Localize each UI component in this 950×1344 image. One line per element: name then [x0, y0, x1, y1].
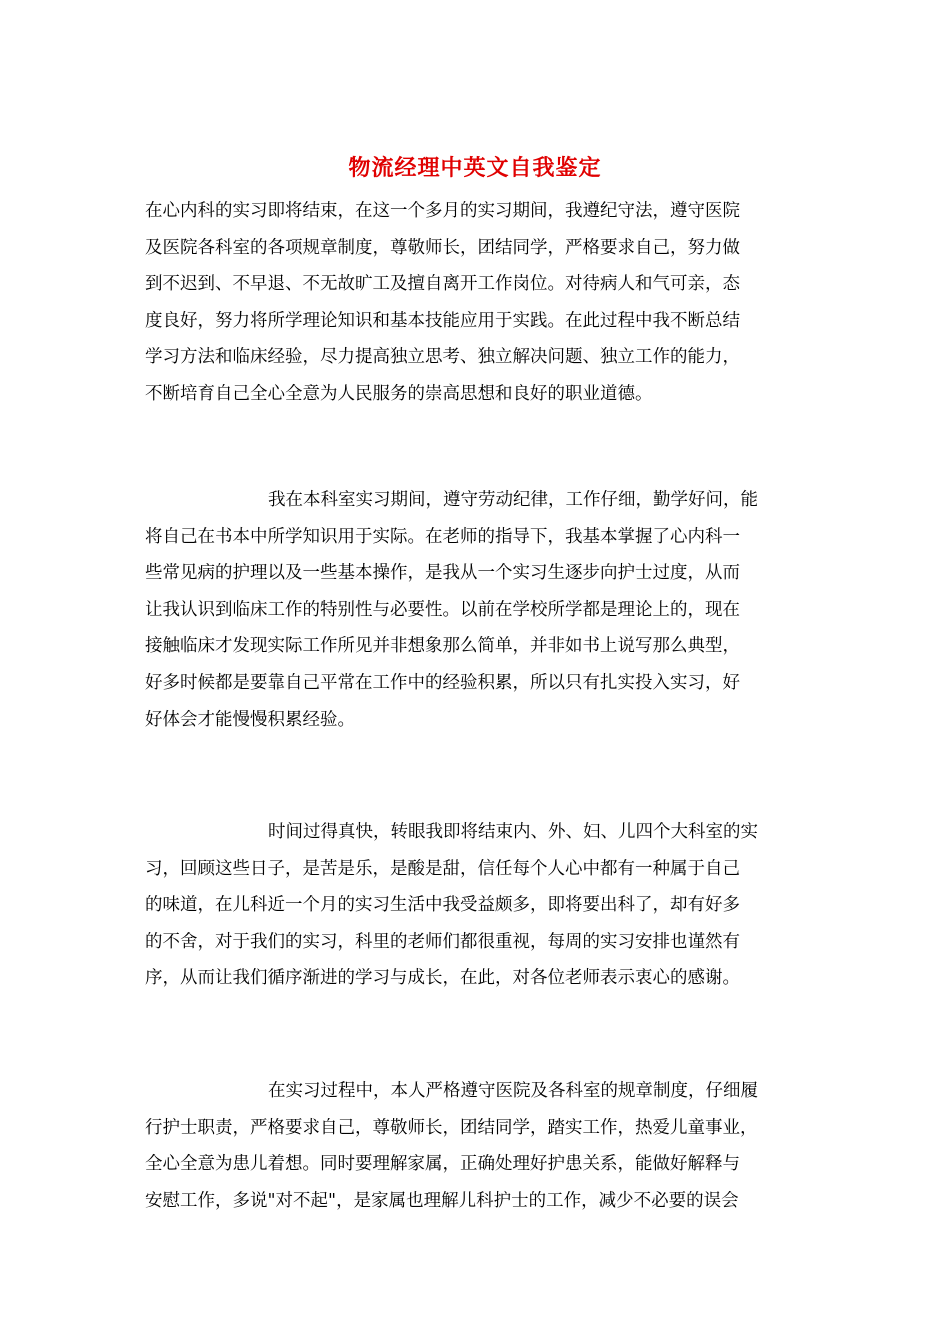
paragraph-line: 时间过得真快，转眼我即将结束内、外、妇、儿四个大科室的实 [268, 822, 758, 842]
paragraph-4 [145, 1073, 805, 1219]
paragraph-line: 安慰工作，多说"对不起"，是家属也理解儿科护士的工作，减少不必要的误会 [145, 1190, 739, 1211]
paragraph-line: 在实习过程中，本人严格遵守医院及各科室的规章制度，仔细履 [268, 1081, 758, 1101]
document-title: 物流经理中英文自我鉴定 [348, 155, 602, 181]
paragraph-line: 序，从而让我们循序渐进的学习与成长，在此，对各位老师表示衷心的感谢。 [145, 968, 740, 989]
paragraph-line: 在心内科的实习即将结束，在这一个多月的实习期间，我遵纪守法，遵守医院 [145, 201, 740, 221]
paragraph-line: 好体会才能慢慢积累经验。 [145, 709, 355, 730]
paragraph-line: 将自己在书本中所学知识用于实际。在老师的指导下，我基本掌握了心内科一 [145, 526, 740, 547]
paragraph-line: 让我认识到临床工作的特别性与必要性。以前在学校所学都是理论上的，现在 [145, 599, 740, 620]
paragraph-line: 的味道，在儿科近一个月的实习生活中我受益颇多，即将要出科了，却有好多 [145, 895, 740, 916]
paragraph-line: 我在本科室实习期间，遵守劳动纪律，工作仔细，勤学好问，能 [268, 490, 758, 510]
paragraph-line: 习，回顾这些日子，是苦是乐，是酸是甜，信任每个人心中都有一种属于自己 [145, 858, 740, 879]
paragraph-1 [145, 193, 805, 413]
paragraph-line: 好多时候都是要靠自己平常在工作中的经验积累，所以只有扎实投入实习，好 [145, 672, 740, 693]
paragraph-line: 不断培育自己全心全意为人民服务的崇高思想和良好的职业道德。 [145, 383, 653, 404]
paragraph-line: 度良好，努力将所学理论知识和基本技能应用于实践。在此过程中我不断总结 [145, 310, 740, 331]
paragraph-line: 到不迟到、不早退、不无故旷工及擅自离开工作岗位。对待病人和气可亲，态 [145, 274, 740, 295]
paragraph-line: 行护士职责，严格要求自己，尊敬师长，团结同学，踏实工作，热爱儿童事业， [145, 1117, 758, 1138]
paragraph-line: 的不舍，对于我们的实习，科里的老师们都很重视，每周的实习安排也谨然有 [145, 931, 740, 952]
paragraph-line: 全心全意为患儿着想。同时要理解家属，正确处理好护患关系，能做好解释与 [145, 1154, 740, 1175]
paragraph-line: 学习方法和临床经验，尽力提高独立思考、独立解决问题、独立工作的能力， [145, 347, 740, 368]
paragraph-line: 接触临床才发现实际工作所见并非想象那么简单，并非如书上说写那么典型， [145, 636, 740, 657]
paragraph-line: 及医院各科室的各项规章制度，尊敬师长，团结同学，严格要求自己，努力做 [145, 237, 740, 258]
paragraph-3 [145, 814, 805, 997]
paragraph-2 [145, 482, 805, 738]
paragraph-line: 些常见病的护理以及一些基本操作，是我从一个实习生逐步向护士过度，从而 [145, 563, 740, 584]
